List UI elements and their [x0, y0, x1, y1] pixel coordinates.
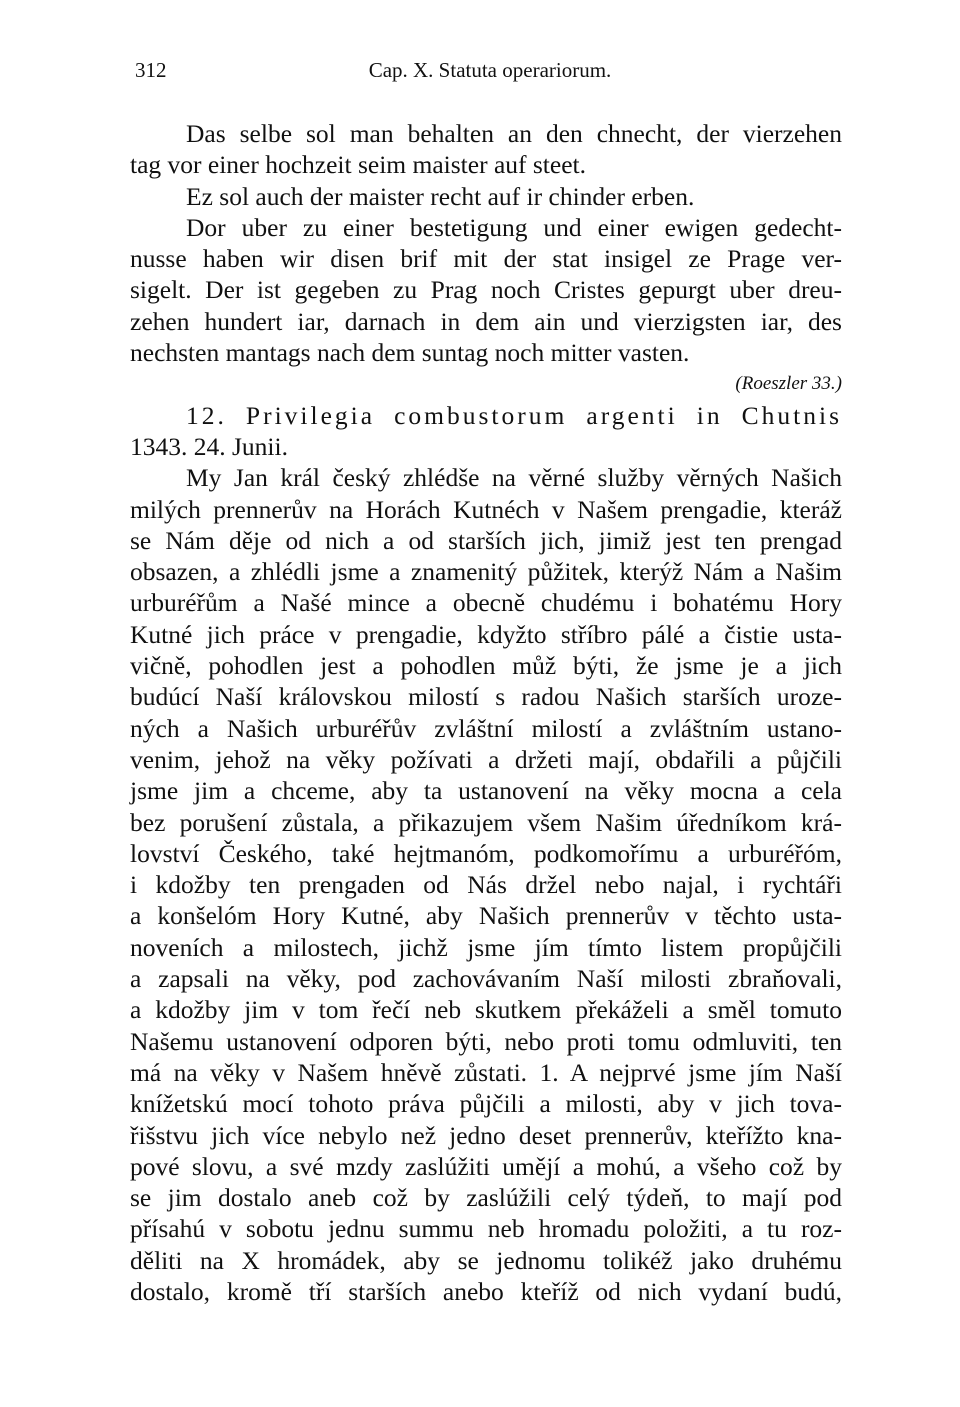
text-line: ných a Našich urburéřův zvláštní milostí a zvláštním ustano- [130, 713, 842, 743]
text-line: Našemu ustanovení odporen býti, nebo proti tomu odmluviti, ten [130, 1026, 842, 1056]
text-line: se Nám děje od nich a od starších jich, jimiž jest ten prengad [130, 525, 842, 555]
text-line: jsme jim a chceme, aby ta ustanovení na věky mocna a cela [130, 776, 842, 806]
text-line: 1343. 24. Junii. [130, 431, 288, 461]
text-line: přísahú v sobotu jednu summu neb hromadu položiti, a tu roz- [130, 1214, 842, 1244]
text-line: pové slovu, a své mzdy zaslúžiti umějí a mohú, a všeho což by [130, 1151, 842, 1181]
text-line: milých prennerův na Horách Kutnéch v Našem prengadie, kteráž [130, 494, 842, 524]
page-header [135, 58, 845, 88]
text-line: 12. Privilegia combustorum argenti in Chutnis [186, 400, 842, 430]
text-line: děliti na X hromádek, aby se jednomu tolikéž jako druhému [130, 1245, 842, 1275]
text-line: Das selbe sol man behalten an den chnecht, der vierzehen [186, 119, 842, 148]
running-head: Cap. X. Statuta operariorum. [368, 58, 612, 82]
text-line: budúcí Naší královskou milostí s radou Našich starších uroze- [130, 682, 842, 712]
text-line: My Jan král český zhlédše na věrné služby věrných Našich [186, 463, 842, 493]
text-line: a konšelóm Hory Kutné, aby Našich prennerův v těchto usta- [130, 901, 842, 931]
text-line: tag vor einer hochzeit seim maister auf steet. [130, 150, 586, 180]
text-line: a zapsali na věky, pod zachovávaním Naší milosti zbraňovali, [130, 964, 842, 994]
text-line: noveních a milostech, jichž jsme jím tímto listem propůjčili [130, 932, 842, 962]
text-line: lovství Českého, také hejtmanóm, podkomořímu a urburéřóm, [130, 838, 842, 868]
text-line: vičně, pohodlen jest a pohodlen můž býti, že jsme je a jich [130, 651, 842, 681]
text-line: a kdožby jim v tom řečí neb skutkem překáželi a směl tomuto [130, 995, 842, 1025]
text-line: bez porušení zůstala, a přikazujem všem Našim úředníkom krá- [130, 807, 842, 837]
text-line: nechsten mantags nach dem suntag noch mitter vasten. [130, 338, 690, 368]
text-line: sigelt. Der ist gegeben zu Prag noch Cristes gepurgt uber dreu- [130, 275, 842, 305]
text-line: knížetskú mocí tohoto práva půjčili a milosti, aby v jich tova- [130, 1089, 842, 1119]
text-line: i kdožby ten prengaden od Nás držel nebo najal, i rychtáři [130, 870, 842, 900]
text-line: Dor uber zu einer bestetigung und einer ewigen gedecht- [186, 212, 842, 242]
text-line: Kutné jich práce v prengadie, kdyžto stříbro pálé a čistie usta- [130, 619, 842, 649]
text-line: (Roeszler 33.) [735, 373, 842, 395]
text-line: dostalo, kromě tří starších anebo kteříž od nich vydaní budú, [130, 1276, 842, 1306]
text-line: řišstvu jich více nebylo než jedno deset prennerův, kteřížto kna- [130, 1120, 842, 1150]
body-text [130, 118, 842, 1307]
text-line: obsazen, a zhlédli jsme a znamenitý půžitek, kterýž Nám a Našim [130, 557, 842, 587]
text-line: nusse haben wir disen brif mit der stat insigel ze Prage ver- [130, 244, 842, 274]
text-line: má na věky v Našem hněvě zůstati. 1. A nejprvé jsme jím Naší [130, 1057, 842, 1087]
text-line: zehen hundert iar, darnach in dem ain und vierzigsten iar, des [130, 306, 842, 336]
text-line: urburéřům a Našé mince a obecně chudému i bohatému Hory [130, 588, 842, 618]
text-line: se jim dostalo aneb což by zaslúžili celý týdeň, to mají pod [130, 1183, 842, 1213]
text-line: venim, jehož na věky požívati a držeti mají, obdařili a půjčili [130, 744, 842, 774]
text-line: Ez sol auch der maister recht auf ir chinder erben. [186, 181, 695, 211]
page-number: 312 [135, 58, 167, 82]
